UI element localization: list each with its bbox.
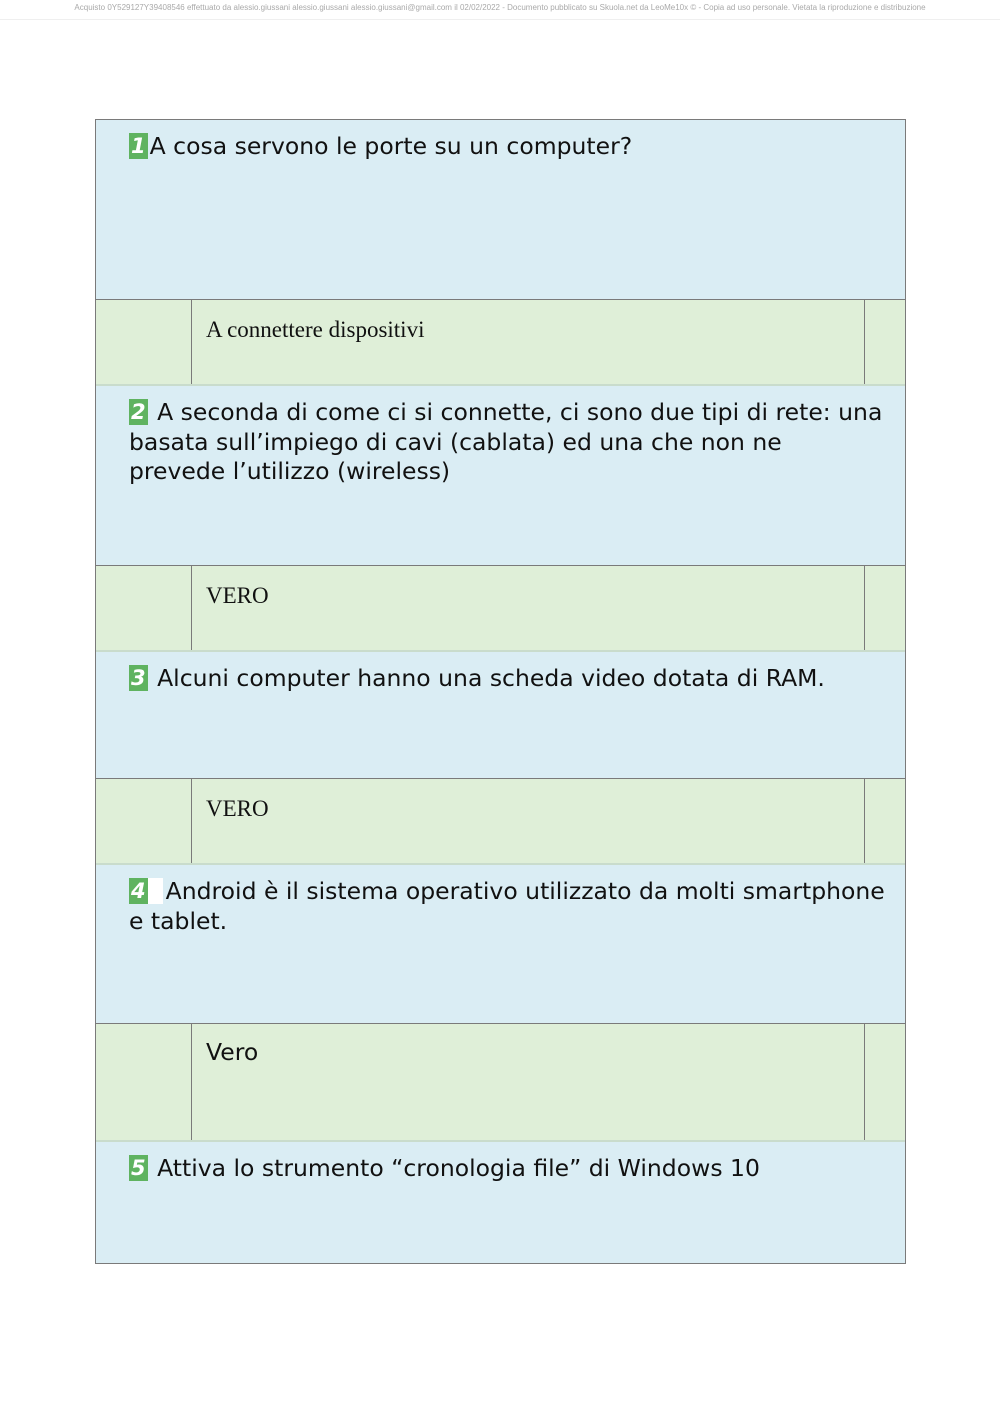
question-text: Attiva lo strumento “cronologia file” di Windows 10 [157, 1154, 760, 1182]
question-text: A cosa servono le porte su un computer? [149, 132, 633, 160]
cell-divider [191, 566, 192, 650]
cell-divider [191, 300, 192, 384]
quiz-table [95, 119, 906, 1264]
answer-text: Vero [206, 1038, 259, 1066]
question-number-badge: 2 [131, 400, 146, 424]
cell-divider [864, 779, 865, 863]
answer-row-3 [96, 779, 905, 865]
question-text: Alcuni computer hanno una scheda video dotata di RAM. [157, 664, 825, 692]
watermark-text: Acquisto 0Y529127Y39408546 effettuato da alessio.giussani alessio.giussani alessio.giussani@gmail.com il 02/02/2022 - Documento pubblicato su Skuola.net da LeoMe10x © - Copia ad uso personale. Vietata la riproduzione e distribuzione [74, 3, 926, 12]
cell-divider [864, 566, 865, 650]
answer-text: VERO [206, 583, 269, 608]
answer-row-1 [96, 300, 905, 386]
question-row-2 [96, 386, 905, 566]
question-number-badge: 5 [131, 1156, 146, 1180]
question-row-3 [96, 652, 905, 779]
question-row-4 [96, 865, 905, 1024]
question-number-badge: 3 [131, 666, 146, 690]
cell-divider [191, 1024, 192, 1140]
question-number-badge: 4 [131, 879, 146, 903]
header-divider [0, 19, 1000, 20]
answer-row-2 [96, 566, 905, 652]
question-text: A seconda di come ci si connette, ci sono due tipi di rete: una basata sull’impiego di cavi (cablata) ed una che non ne prevede l’utilizzo (wireless) [129, 398, 883, 485]
question-text: Android è il sistema operativo utilizzato da molti smartphone e tablet. [129, 877, 885, 935]
answer-text: A connettere dispositivi [206, 317, 425, 342]
question-row-5 [96, 1142, 905, 1264]
cell-divider [864, 300, 865, 384]
answer-row-4 [96, 1024, 905, 1142]
answer-text: VERO [206, 796, 269, 821]
question-number-badge: 1 [131, 134, 146, 158]
cell-divider [191, 779, 192, 863]
cell-divider [864, 1024, 865, 1140]
question-row-1 [96, 120, 905, 300]
